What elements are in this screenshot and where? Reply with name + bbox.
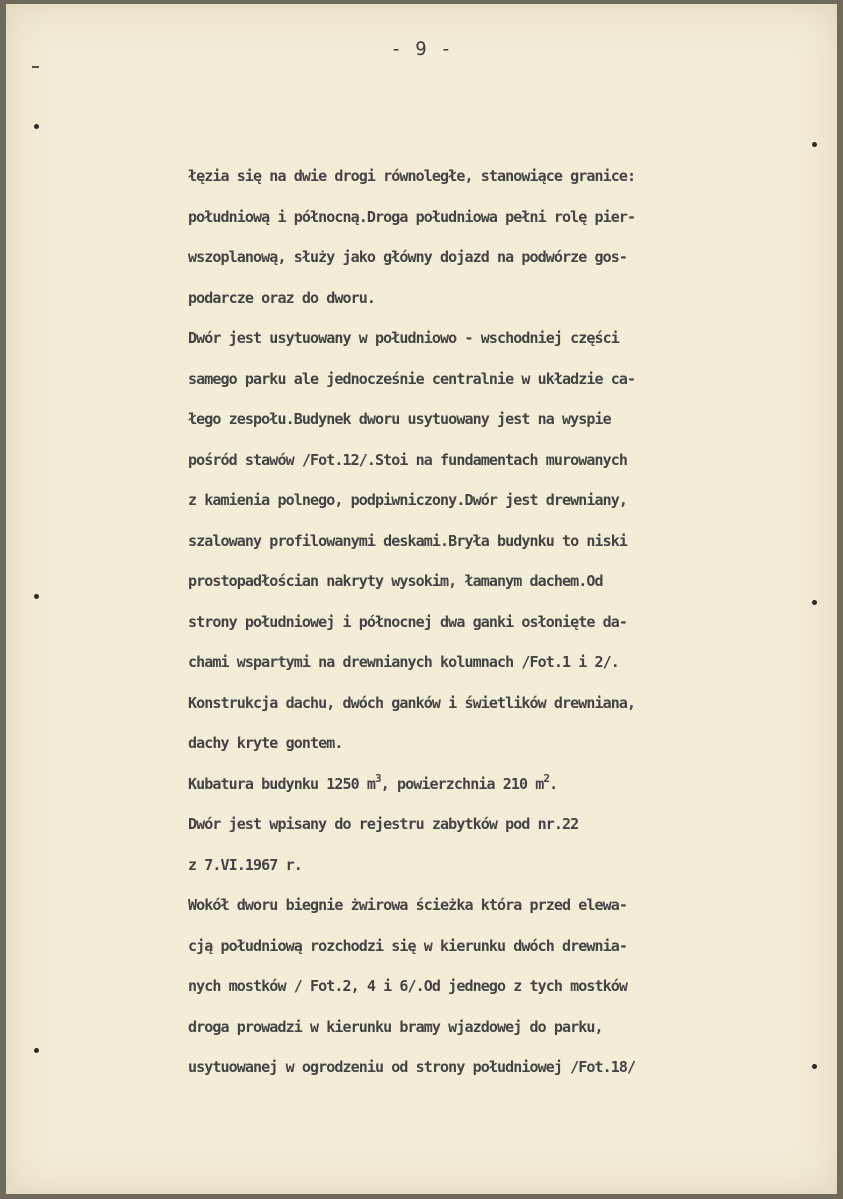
punch-hole (34, 1048, 39, 1053)
punch-hole (812, 1064, 817, 1069)
text-line: łego zespołu.Budynek dworu usytuowany jest na wyspie (188, 410, 611, 428)
text-line: pośród stawów /Fot.12/.Stoi na fundamentach murowanych (188, 450, 628, 469)
text-line: usytuowanej w ogrodzeniu od strony południowej /Fot.18/ (188, 1058, 636, 1076)
text-line: podarcze oraz do dworu. (188, 288, 376, 307)
margin-mark (32, 66, 39, 68)
text-line: nych mostków / Fot.2, 4 i 6/.Od jednego z tych mostków (188, 977, 628, 995)
text-line: południową i północną.Droga południowa pełni rolę pier- (188, 207, 636, 226)
text-line: cją południową rozchodzi się w kierunku dwóch drewnia- (188, 936, 628, 955)
superscript: 2 (543, 771, 550, 785)
text-line: z 7.VI.1967 r. (188, 855, 302, 874)
punch-hole (34, 594, 39, 599)
kubatura-text: Kubatura budynku 1250 m (188, 774, 376, 793)
text-line: Konstrukcja dachu, dwóch ganków i świetlików drewniana, (188, 693, 636, 712)
kubatura-line (188, 764, 768, 805)
superscript: 3 (375, 771, 381, 785)
kubatura-text: . (549, 774, 558, 793)
text-line: chami wspartymi na drewnianych kolumnach /Fot.1 i 2/. (188, 653, 619, 671)
page-number: - 9 - (390, 38, 453, 60)
text-line: Wokół dworu biegnie żwirowa ścieżka która przed elewa- (188, 896, 628, 914)
text-line: prostopadłościan nakryty wysokim, łamanym dachem.Od (188, 572, 603, 590)
punch-hole (34, 124, 39, 129)
text-line: strony południowej i północnej dwa ganki osłonięte da- (188, 612, 628, 631)
text-line: łęzia się na dwie drogi równoległe, stanowiące granice: (188, 167, 636, 185)
body-text (188, 156, 768, 1088)
text-line: szalowany profilowanymi deskami.Bryła budynku to niski (188, 531, 628, 550)
text-line: droga prowadzi w kierunku bramy wjazdowej do parku, (188, 1017, 603, 1036)
text-line: Dwór jest wpisany do rejestru zabytków pod nr.22 (188, 815, 579, 833)
text-line: samego parku ale jednocześnie centralnie w układzie ca- (188, 369, 636, 388)
text-line: wszoplanową, służy jako główny dojazd na podwórze gos- (188, 248, 628, 266)
document-page (6, 4, 837, 1194)
punch-hole (812, 142, 817, 147)
text-line: dachy kryte gontem. (188, 734, 343, 752)
text-line: z kamienia polnego, podpiwniczony.Dwór jest drewniany, (188, 491, 628, 509)
kubatura-text: , powierzchnia 210 m (380, 774, 544, 793)
text-line: Dwór jest usytuowany w południowo - wschodniej części (188, 329, 619, 347)
punch-hole (812, 600, 817, 605)
